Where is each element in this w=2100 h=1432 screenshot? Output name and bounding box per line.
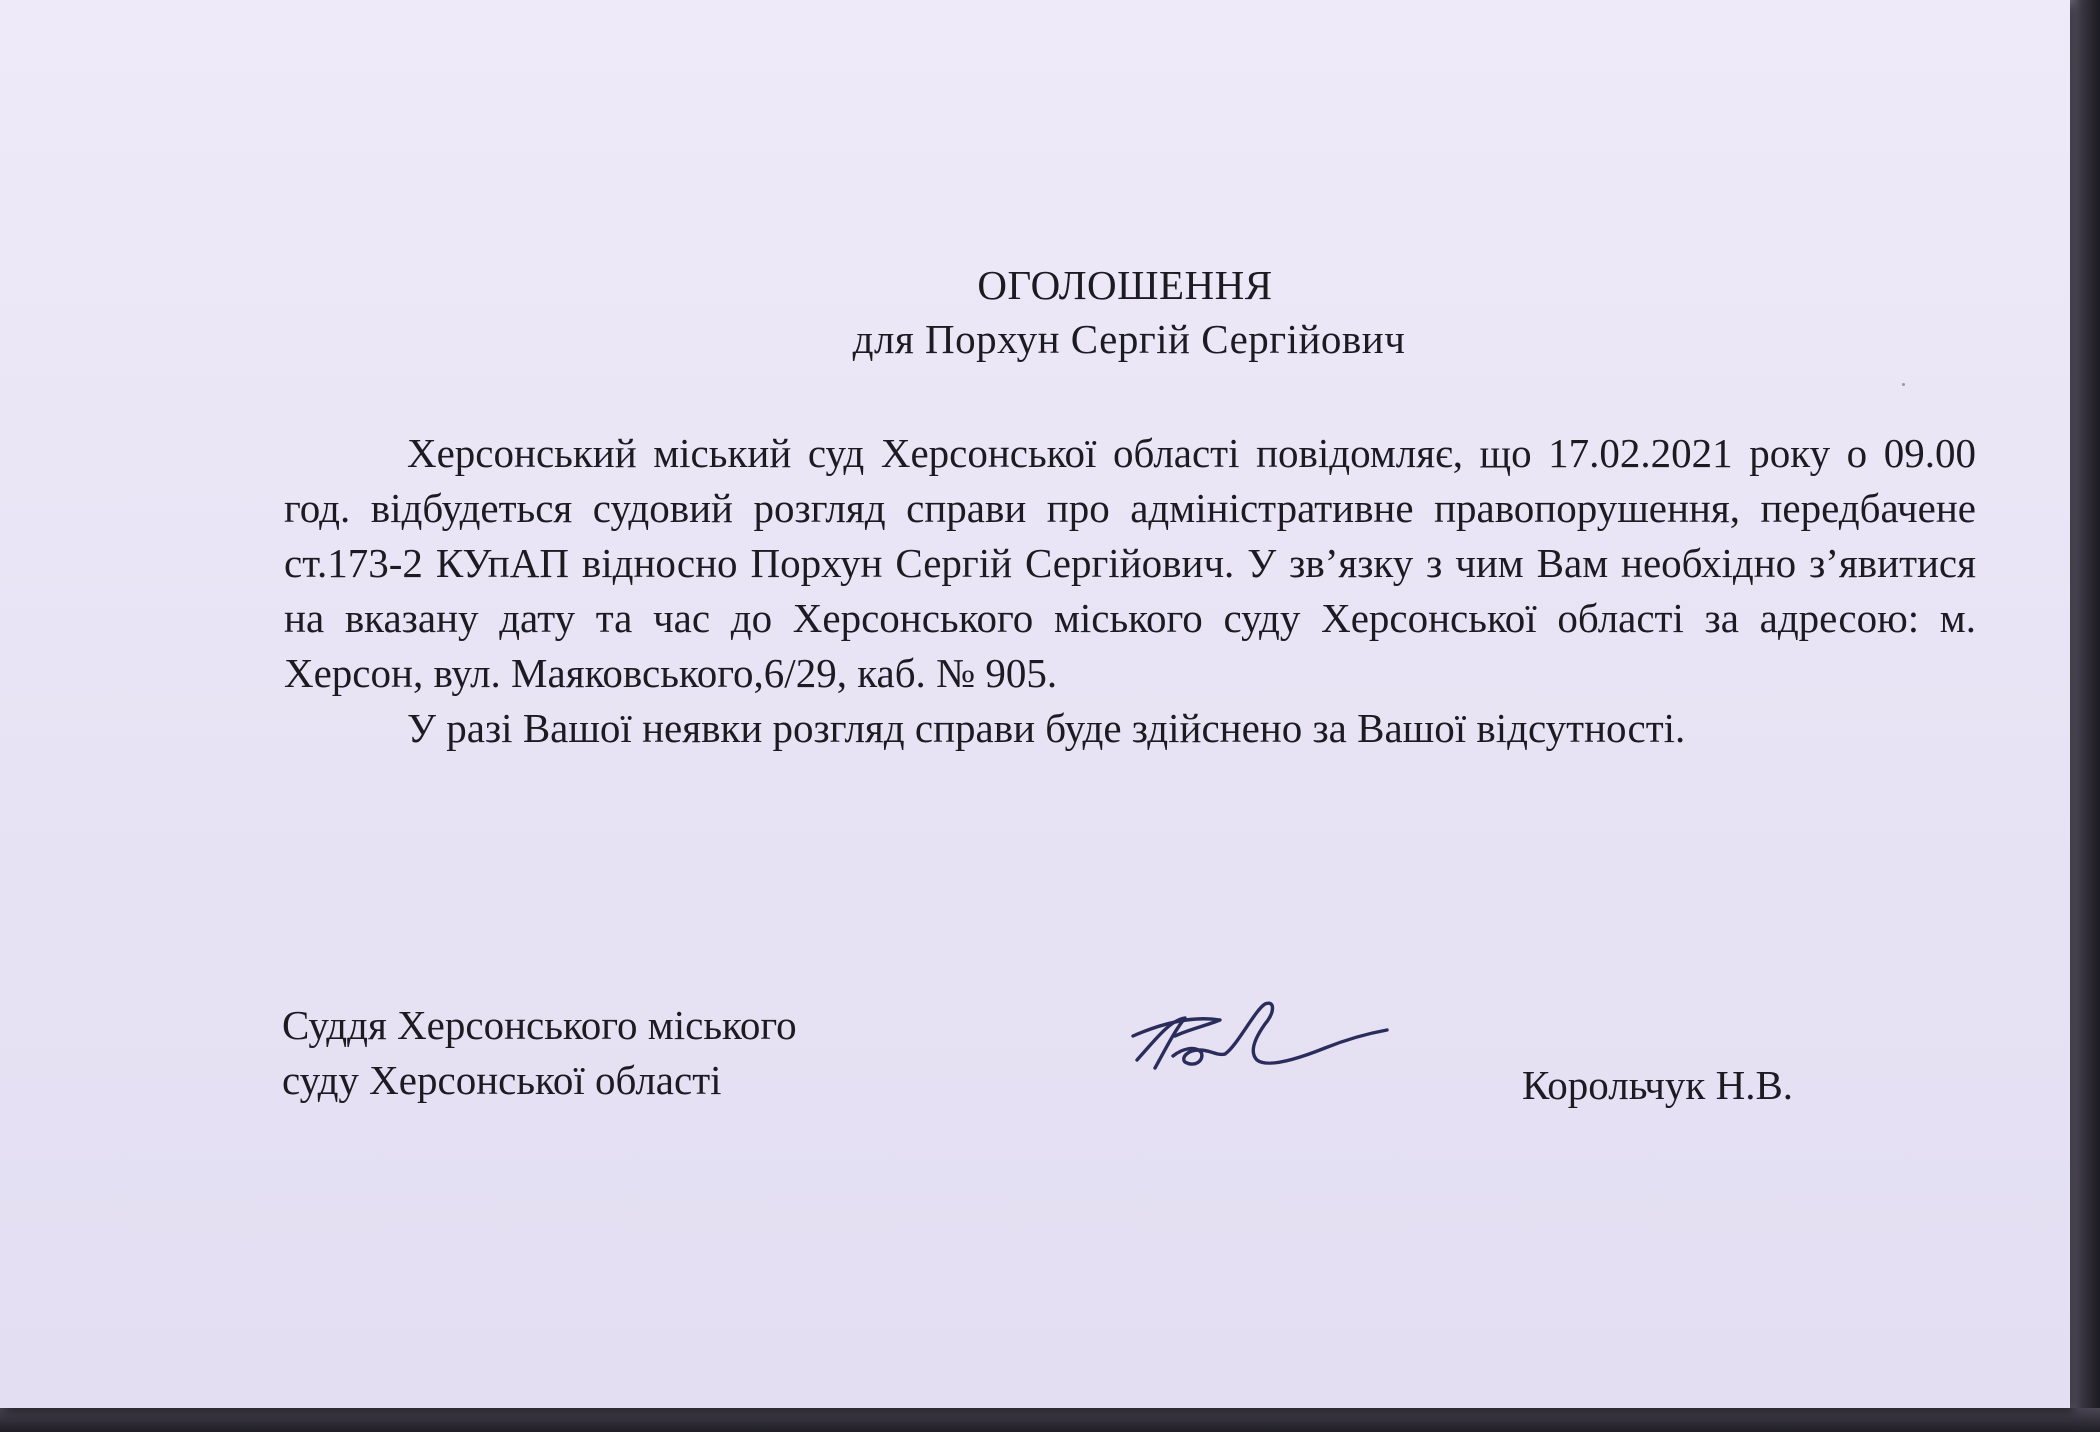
notice-heading: ОГОЛОШЕННЯ — [977, 262, 1273, 308]
judge-name: Корольчук Н.В. — [1522, 1062, 1794, 1108]
handwritten-signature — [1125, 990, 1395, 1090]
judge-position-line: суду Херсонської області — [282, 1057, 722, 1103]
notice-body — [284, 426, 1976, 756]
paper-speck — [1902, 383, 1905, 386]
notice-header — [0, 258, 2070, 366]
notice-paragraph: У разі Вашої неявки розгляд справи буде здійснено за Вашої відсутності. — [407, 705, 1686, 751]
notice-addressee: для Порхун Сергій Сергійович — [852, 316, 1406, 362]
notice-paragraph: Херсонський міський суд Херсонської області повідомляє, що 17.02.2021 року о 09.00 год. відбудеться судовий розгляд справи про адміністративне правопорушення, передбачене ст.173-2 КУпАП відносно Порхун Сергій Сергійович. У зв’язку з чим Вам необхідно з’явитися на вказану дату та час до Херсонського міського суду Херсонської області за адресою: м. Херсон, вул. Маяковського,6/29, каб. № 905. — [284, 430, 1976, 696]
paper-edge-bottom — [0, 1408, 2100, 1432]
judge-position-line: Суддя Херсонського міського — [282, 1002, 797, 1048]
paper-edge-right — [2070, 0, 2100, 1432]
judge-position — [282, 998, 797, 1108]
